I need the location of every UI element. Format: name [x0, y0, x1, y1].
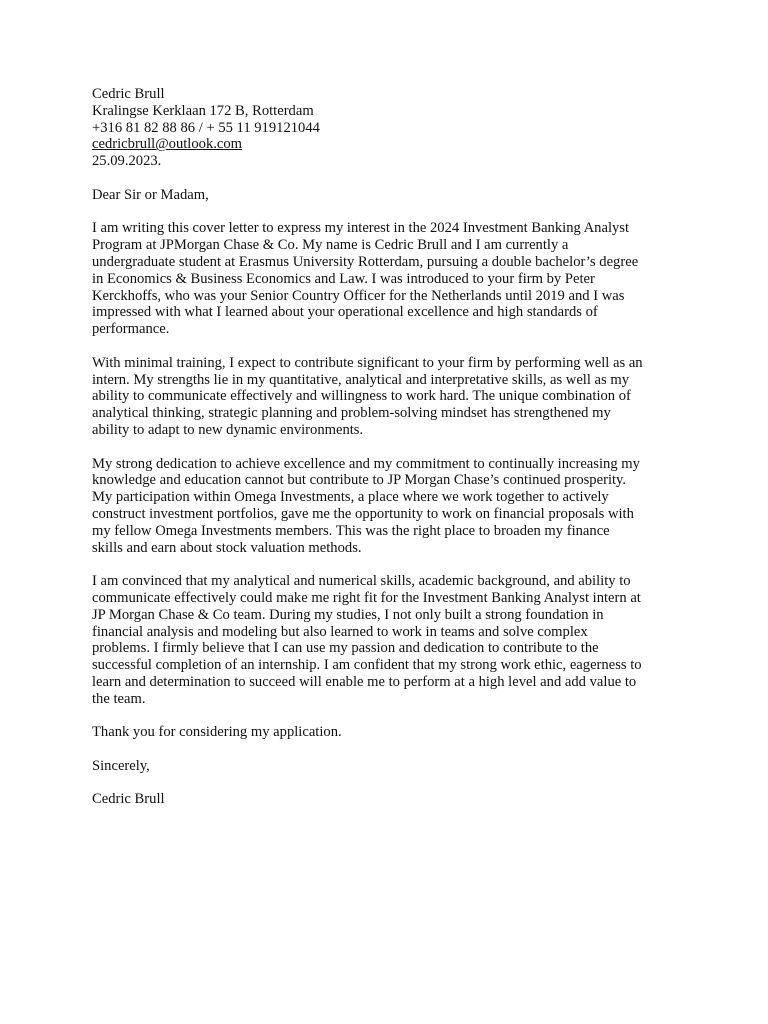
paragraph-line: Kerckhoffs, who was your Senior Country Officer for the Netherlands until 2019 and I was [92, 287, 625, 304]
paragraph-line: financial analysis and modeling but also learned to work in teams and solve complex [92, 623, 588, 640]
closing [92, 758, 682, 775]
paragraph-line: successful completion of an internship. I am confident that my strong work ethic, eagerness to [92, 657, 642, 674]
spacer [92, 556, 682, 573]
spacer [92, 338, 682, 355]
closing-text: Sincerely, [92, 757, 150, 774]
sender-name: Cedric Brull [92, 86, 165, 102]
paragraph-line: Program at JPMorgan Chase & Co. My name is Cedric Brull and I am currently a [92, 237, 569, 254]
sender-address: Kralingse Kerklaan 172 B, Rotterdam [92, 102, 314, 119]
paragraph-line: intern. My strengths lie in my quantitative, analytical and interpretative skills, as well as my [92, 371, 630, 388]
spacer [92, 741, 682, 758]
cover-letter [92, 86, 682, 808]
paragraph-line: my fellow Omega Investments members. This was the right place to broaden my finance [92, 522, 610, 539]
paragraph-line: ability to communicate effectively and willingness to work hard. The unique combination of [92, 388, 631, 405]
spacer [92, 439, 682, 456]
paragraph-line: Thank you for considering my application. [92, 724, 342, 741]
sender-phone: +316 81 82 88 86 / + 55 11 919121044 [92, 119, 320, 136]
paragraph-line: My participation within Omega Investments, a place where we work together to actively [92, 489, 609, 506]
paragraph-conviction [92, 573, 682, 707]
spacer [92, 170, 682, 187]
paragraph-line: With minimal training, I expect to contribute significant to your firm by performing well as an [92, 354, 643, 371]
signature [92, 791, 682, 808]
spacer [92, 204, 682, 221]
paragraph-line: the team. [92, 690, 146, 707]
paragraph-line: I am convinced that my analytical and numerical skills, academic background, and ability to [92, 573, 631, 590]
paragraph-line: performance. [92, 321, 170, 338]
paragraph-line: skills and earn about stock valuation methods. [92, 539, 362, 556]
paragraph-line: learn and determination to succeed will enable me to perform at a high level and add value to [92, 673, 637, 690]
paragraph-line: construct investment portfolios, gave me the opportunity to work on financial proposals with [92, 505, 634, 522]
paragraph-line: I am writing this cover letter to express my interest in the 2024 Investment Banking Analyst [92, 220, 630, 237]
salutation-text: Dear Sir or Madam, [92, 186, 209, 203]
spacer [92, 775, 682, 792]
paragraph-line: in Economics & Business Economics and Law. I was introduced to your firm by Peter [92, 270, 595, 287]
paragraph-interest [92, 220, 682, 338]
paragraph-dedication [92, 456, 682, 557]
salutation [92, 187, 682, 204]
paragraph-line: undergraduate student at Erasmus University Rotterdam, pursuing a double bachelor’s degree [92, 253, 639, 270]
paragraph-line: ability to adapt to new dynamic environments. [92, 421, 364, 438]
paragraph-line: My strong dedication to achieve excellence and my commitment to continually increasing my [92, 455, 640, 472]
sender-email-link[interactable]: cedricbrull@outlook.com [92, 136, 243, 153]
paragraph-strengths [92, 355, 682, 439]
spacer [92, 707, 682, 724]
paragraph-line: knowledge and education cannot but contribute to JP Morgan Chase’s continued prosperity. [92, 472, 627, 489]
paragraph-line: problems. I firmly believe that I can use my passion and dedication to contribute to the [92, 640, 599, 657]
letter-date: 25.09.2023. [92, 153, 162, 170]
paragraph-line: JP Morgan Chase & Co team. During my studies, I not only built a strong foundation in [92, 606, 604, 623]
paragraph-line: analytical thinking, strategic planning and problem-solving mindset has strengthened my [92, 405, 611, 422]
paragraph-line: communicate effectively could make me right fit for the Investment Banking Analyst intern at [92, 589, 641, 606]
signature-name: Cedric Brull [92, 791, 165, 808]
sender-block [92, 86, 682, 170]
paragraph-thanks [92, 724, 682, 741]
paragraph-line: impressed with what I learned about your operational excellence and high standards of [92, 304, 598, 321]
